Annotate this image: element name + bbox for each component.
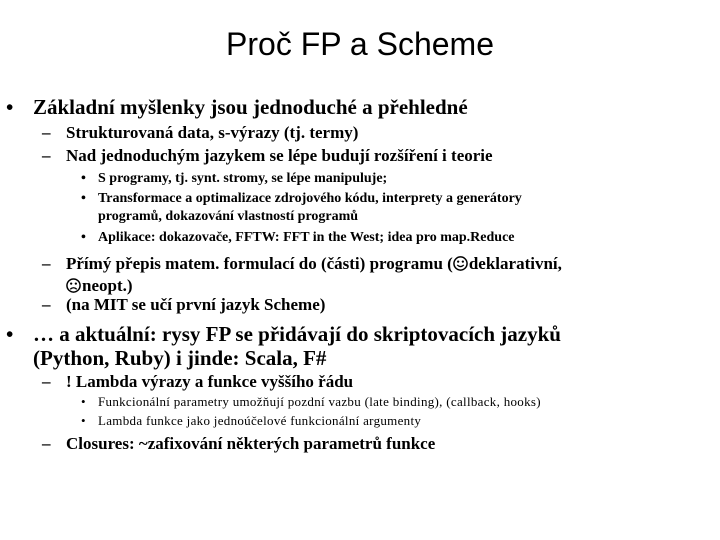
subitem-closures: Closures: ~zafixování některých parametrů funkce <box>66 434 436 453</box>
dash-marker: – <box>42 123 51 142</box>
bullet-current-line1: … a aktuální: rysy FP se přidávají do skriptovacích jazyků <box>33 322 561 346</box>
subitem-structured-data: Strukturovaná data, s-výrazy (tj. termy) <box>66 123 359 142</box>
dash-marker: – <box>42 434 51 453</box>
subitem-direct-transcription-line2 <box>66 275 133 296</box>
dot-marker: • <box>81 191 86 206</box>
dot-marker: • <box>81 413 86 428</box>
dash-marker: – <box>42 295 51 314</box>
subitem-simple-language: Nad jednoduchým jazykem se lépe budují rozšíření i teorie <box>66 146 493 165</box>
bullet-marker: • <box>6 322 14 346</box>
bullet-marker: • <box>6 95 14 119</box>
bullet-main-ideas: Základní myšlenky jsou jednoduché a přehledné <box>33 95 468 119</box>
subsubitem-transformations-line2: programů, dokazování vlastností programů <box>98 209 359 224</box>
slide-title: Proč FP a Scheme <box>226 26 494 62</box>
subsubitem-transformations-line1: Transformace a optimalizace zdrojového kódu, interprety a generátory <box>98 191 522 206</box>
subsubitem-programs-as-trees: S programy, tj. synt. stromy, se lépe manipuluje; <box>98 171 388 186</box>
dot-marker: • <box>81 171 86 186</box>
dash-marker: – <box>42 372 51 391</box>
subitem-mit-scheme: (na MIT se učí první jazyk Scheme) <box>66 295 326 314</box>
dot-marker: • <box>81 394 86 409</box>
subitem-direct-transcription <box>66 253 562 274</box>
bullet-current-line2: (Python, Ruby) i jinde: Scala, F# <box>33 346 327 370</box>
subsubitem-applications: Aplikace: dokazovače, FFTW: FFT in the West; idea pro map.Reduce <box>98 230 515 245</box>
dash-marker: – <box>42 146 51 165</box>
dash-marker: – <box>42 254 51 273</box>
subsubitem-lambda-args: Lambda funkce jako jednoúčelové funkcionální argumenty <box>98 413 422 428</box>
declarative-text: deklarativní, <box>468 254 562 273</box>
sad-face-icon <box>66 278 81 293</box>
subsubitem-functional-params: Funkcionální parametry umožňují pozdní vazbu (late binding), (callback, hooks) <box>98 394 541 409</box>
subitem-lambda: ! Lambda výrazy a funkce vyššího řádu <box>66 372 354 391</box>
direct-transcription-text: Přímý přepis matem. formulací do (části) programu ( <box>66 254 453 273</box>
not-optimized-text: neopt.) <box>82 276 133 295</box>
smiley-icon <box>453 256 468 271</box>
dot-marker: • <box>81 230 86 245</box>
